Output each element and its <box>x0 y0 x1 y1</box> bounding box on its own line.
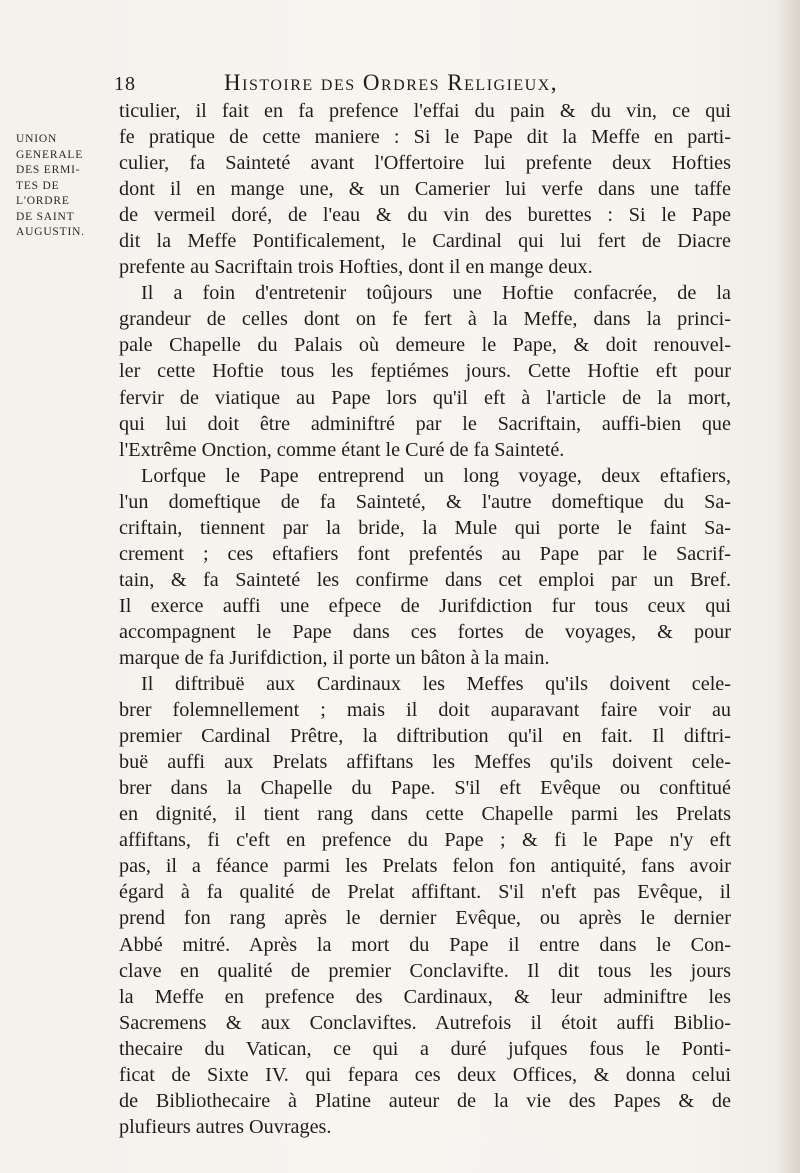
text-line: grandeur de celles dont on fe fert à la Meffe, dans la princi- <box>119 308 731 331</box>
text-line: égard à fa qualité de Prelat affiftant. S'il n'eft pas Evêque, il <box>119 881 731 904</box>
text-line: l'un domeftique de fa Sainteté, & l'autre domeftique du Sa- <box>119 490 731 513</box>
text-line: tain, & fa Sainteté les confirme dans cet emploi par un Bref. <box>119 568 731 591</box>
running-head <box>114 70 714 96</box>
text-line: prefente au Sacriftain trois Hofties, dont il en mange deux. <box>119 256 593 279</box>
text-line: Sacremens & aux Conclaviftes. Autrefois il étoit auffi Biblio- <box>119 1011 731 1034</box>
text-line: de vermeil doré, de l'eau & du vin des burettes : Si le Pape <box>119 204 731 227</box>
text-line: thecaire du Vatican, ce qui a duré jufques fous le Ponti- <box>119 1037 731 1060</box>
text-line: accompagnent le Pape dans ces fortes de voyages, & pour <box>119 620 731 643</box>
text-line: ler cette Hoftie tous les feptiémes jours. Cette Hoftie eft pour <box>119 360 731 383</box>
text-line: pas, il a féance parmi les Prelats felon fon antiquité, fans avoir <box>119 855 731 878</box>
margin-note-line: DE SAINT <box>16 210 75 223</box>
text-line: prend fon rang après le dernier Evêque, ou après le dernier <box>119 907 731 930</box>
margin-note <box>16 132 116 241</box>
page-number: 18 <box>114 73 136 95</box>
text-line: dont il en mange une, & un Camerier lui verfe dans une taffe <box>119 178 731 201</box>
text-line: buë auffi aux Prelats affiftans les Meffes qu'ils doivent cele- <box>119 751 731 774</box>
text-line: dit la Meffe Pontificalement, le Cardinal qui lui fert de Diacre <box>119 230 731 253</box>
text-line: Il exerce auffi une efpece de Jurifdiction fur tous ceux qui <box>119 594 731 617</box>
text-line: Lorfque le Pape entreprend un long voyage, deux eftafiers, <box>141 464 731 487</box>
text-line: brer dans la Chapelle du Pape. S'il eft Evêque ou conftitué <box>119 777 731 800</box>
text-line: plufieurs autres Ouvrages. <box>119 1115 332 1138</box>
text-line: premier Cardinal Prêtre, la diftribution qu'il en fait. Il diftri- <box>119 725 731 748</box>
margin-note-line: UNION <box>16 133 58 145</box>
text-line: crement ; ces eftafiers font prefentés au Pape par le Sacrif- <box>119 542 731 565</box>
margin-note-line: TES DE <box>16 179 60 192</box>
text-line: culier, fa Sainteté avant l'Offertoire lui prefente deux Hofties <box>119 152 731 175</box>
text-line: marque de fa Jurifdiction, il porte un bâton à la main. <box>119 646 550 669</box>
text-line: Abbé mitré. Après la mort du Pape il entre dans le Con- <box>119 933 731 956</box>
text-line: pale Chapelle du Palais où demeure le Pape, & doit renouvel- <box>119 334 731 357</box>
running-title: Histoire des Ordres Religieux, <box>224 70 559 95</box>
text-line: en dignité, il tient rang dans cette Chapelle parmi les Prelats <box>119 803 731 826</box>
margin-note-line: DES ERMI- <box>16 164 81 176</box>
text-line: fe pratique de cette maniere : Si le Pape dit la Meffe en parti- <box>119 126 731 149</box>
text-line: qui lui doit être adminiftré par le Sacriftain, auffi-bien que <box>119 412 731 435</box>
text-line: l'Extrême Onction, comme étant le Curé de fa Sainteté. <box>119 438 565 461</box>
text-line: fervir de viatique au Pape lors qu'il eft à l'article de la mort, <box>119 386 731 409</box>
text-line: de Bibliothecaire à Platine auteur de la vie des Papes & de <box>119 1089 731 1112</box>
text-line: la Meffe en prefence des Cardinaux, & leur adminiftre les <box>119 985 731 1008</box>
text-line: ticulier, il fait en fa prefence l'effai du pain & du vin, ce qui <box>119 100 731 122</box>
text-line: brer folemnellement ; mais il doit auparavant faire voir au <box>119 699 731 722</box>
margin-note-line: GENERALE <box>16 148 84 161</box>
text-line: affiftans, fi c'eft en prefence du Pape ; & fi le Pape n'y eft <box>119 829 731 852</box>
text-line: ficat de Sixte IV. qui fepara ces deux Offices, & donna celui <box>119 1063 731 1086</box>
body-text <box>119 98 731 1140</box>
text-line: Il a foin d'entretenir toûjours une Hoftie confacrée, de la <box>141 282 731 305</box>
page-edge-shadow <box>774 0 800 1173</box>
margin-note-line: L'ORDRE <box>16 195 70 207</box>
text-line: criftain, tiennent par la bride, la Mule qui porte le faint Sa- <box>119 516 731 539</box>
margin-note-line: AUGUSTIN. <box>16 226 85 238</box>
text-line: clave en qualité de premier Conclavifte. Il dit tous les jours <box>119 959 731 982</box>
text-line: Il diftribuë aux Cardinaux les Meffes qu'ils doivent cele- <box>141 673 731 696</box>
